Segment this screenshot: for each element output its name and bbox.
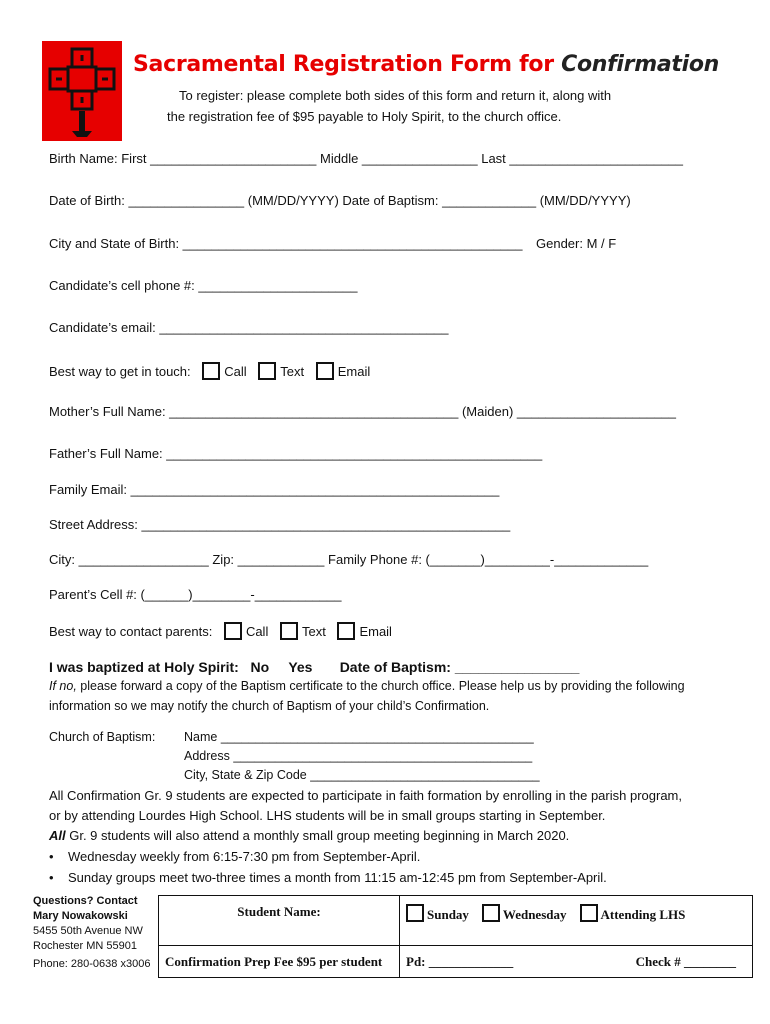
lhs-label: Attending LHS: [600, 907, 686, 922]
title-text: Sacramental Registration Form for: [133, 52, 562, 77]
contact-city: Rochester MN 55901: [33, 940, 137, 952]
fee-cell: [159, 946, 400, 978]
parent-contact-row: [49, 622, 392, 640]
parent-call-checkbox[interactable]: [224, 622, 242, 640]
contact-preference-row: [49, 362, 370, 380]
intro-line-2: the registration fee of $95 payable to Holy Spirit, to the church office.: [167, 109, 562, 124]
church-of-baptism-label: Church of Baptism:: [49, 730, 156, 744]
form-title: [133, 52, 719, 77]
program-text-3-rest: Gr. 9 students will also attend a monthly small group meeting beginning in March 2020.: [65, 828, 570, 843]
fee-label: Confirmation Prep Fee $95 per student: [165, 953, 383, 969]
city-zip-phone-field[interactable]: City: __________________ Zip: ____________ Family Phone #: (_______)_________-_____________: [49, 552, 649, 567]
note-prefix: If no,: [49, 679, 77, 693]
bullet-sunday-text: Sunday groups meet two-three times a month from 11:15 am-12:45 pm from September-April.: [68, 870, 607, 885]
father-name-field[interactable]: Father’s Full Name: ____________________________________________________: [49, 446, 543, 461]
contact-phone: Phone: 280-0638 x3006: [33, 958, 151, 970]
all-emphasis: All: [49, 828, 66, 843]
call-label: Call: [224, 364, 247, 379]
attendance-options-cell: [400, 896, 753, 946]
sunday-label: Sunday: [427, 907, 469, 922]
note-rest: please forward a copy of the Baptism certificate to the church office. Please help us by providing the following: [76, 679, 685, 693]
baptized-here-line[interactable]: I was baptized at Holy Spirit: No Yes Date of Baptism: ________________: [49, 659, 580, 675]
parent-call-label: Call: [245, 624, 269, 639]
program-text-2: or by attending Lourdes High School. LHS students will be in small groups starting in September.: [49, 808, 606, 823]
city-state-birth-field[interactable]: City and State of Birth: _______________________________________________: [49, 236, 523, 251]
parent-email-checkbox[interactable]: [337, 622, 355, 640]
title-emphasis: Confirmation: [561, 52, 720, 77]
email-label: Email: [337, 364, 371, 379]
office-use-table: [158, 895, 753, 978]
date-of-birth-field[interactable]: Date of Birth: ________________ (MM/DD/YYYY) Date of Baptism: _____________ (MM/DD/YYYY): [49, 193, 631, 208]
intro-line-1: To register: please complete both sides of this form and return it, along with: [179, 88, 612, 103]
baptism-note-1: [49, 679, 685, 693]
birth-name-field[interactable]: Birth Name: First _______________________ Middle ________________ Last ________________________: [49, 151, 683, 166]
bullet-wednesday: • Wednesday weekly from 6:15-7:30 pm from September-April.: [49, 849, 421, 864]
sunday-checkbox[interactable]: [406, 904, 424, 922]
student-name-cell[interactable]: [159, 896, 400, 946]
candidate-email-field[interactable]: Candidate’s email: ________________________________________: [49, 320, 449, 335]
program-text-3: [49, 828, 569, 843]
check-cell[interactable]: [574, 946, 753, 978]
parent-text-label: Text: [301, 624, 326, 639]
church-name-field[interactable]: Name _____________________________________________: [184, 730, 534, 744]
candidate-cell-field[interactable]: Candidate’s cell phone #: ______________________: [49, 278, 358, 293]
contact-questions: Questions? Contact: [33, 895, 138, 907]
wednesday-checkbox[interactable]: [482, 904, 500, 922]
text-label: Text: [280, 364, 305, 379]
wednesday-label: Wednesday: [502, 907, 567, 922]
gender-field[interactable]: Gender: M / F: [536, 236, 617, 251]
paid-cell[interactable]: [400, 946, 574, 978]
baptism-note-2: information so we may notify the church of Baptism of your child’s Confirmation.: [49, 699, 490, 713]
parish-logo: [42, 41, 122, 141]
parent-email-label: Email: [359, 624, 392, 639]
parent-text-checkbox[interactable]: [280, 622, 298, 640]
check-label: Check # ________: [635, 953, 736, 969]
family-email-field[interactable]: Family Email: ___________________________________________________: [49, 482, 500, 497]
church-address-field[interactable]: Address ___________________________________________: [184, 749, 533, 763]
program-text-1: All Confirmation Gr. 9 students are expected to participate in faith formation by enrolling in the parish program,: [49, 788, 682, 803]
contact-name: Mary Nowakowski: [33, 910, 128, 922]
parent-contact-label: Best way to contact parents:: [49, 624, 213, 639]
paid-label: Pd: _____________: [406, 953, 514, 969]
contact-preference-label: Best way to get in touch:: [49, 364, 191, 379]
church-city-field[interactable]: City, State & Zip Code _________________________________: [184, 768, 540, 782]
lhs-checkbox[interactable]: [580, 904, 598, 922]
parent-cell-field[interactable]: Parent’s Cell #: (______)________-____________: [49, 587, 342, 602]
mother-name-field[interactable]: Mother’s Full Name: ________________________________________ (Maiden) ______________________: [49, 404, 676, 419]
bullet-sunday: • Sunday groups meet two-three times a month from 11:15 am-12:45 pm from September-April.: [49, 870, 607, 885]
contact-address: 5455 50th Avenue NW: [33, 925, 143, 937]
call-checkbox[interactable]: [202, 362, 220, 380]
bullet-wednesday-text: Wednesday weekly from 6:15-7:30 pm from September-April.: [68, 849, 421, 864]
street-address-field[interactable]: Street Address: ___________________________________________________: [49, 517, 511, 532]
student-name-label: Student Name:: [237, 904, 321, 919]
text-checkbox[interactable]: [258, 362, 276, 380]
email-checkbox[interactable]: [316, 362, 334, 380]
cross-icon: [42, 41, 122, 141]
